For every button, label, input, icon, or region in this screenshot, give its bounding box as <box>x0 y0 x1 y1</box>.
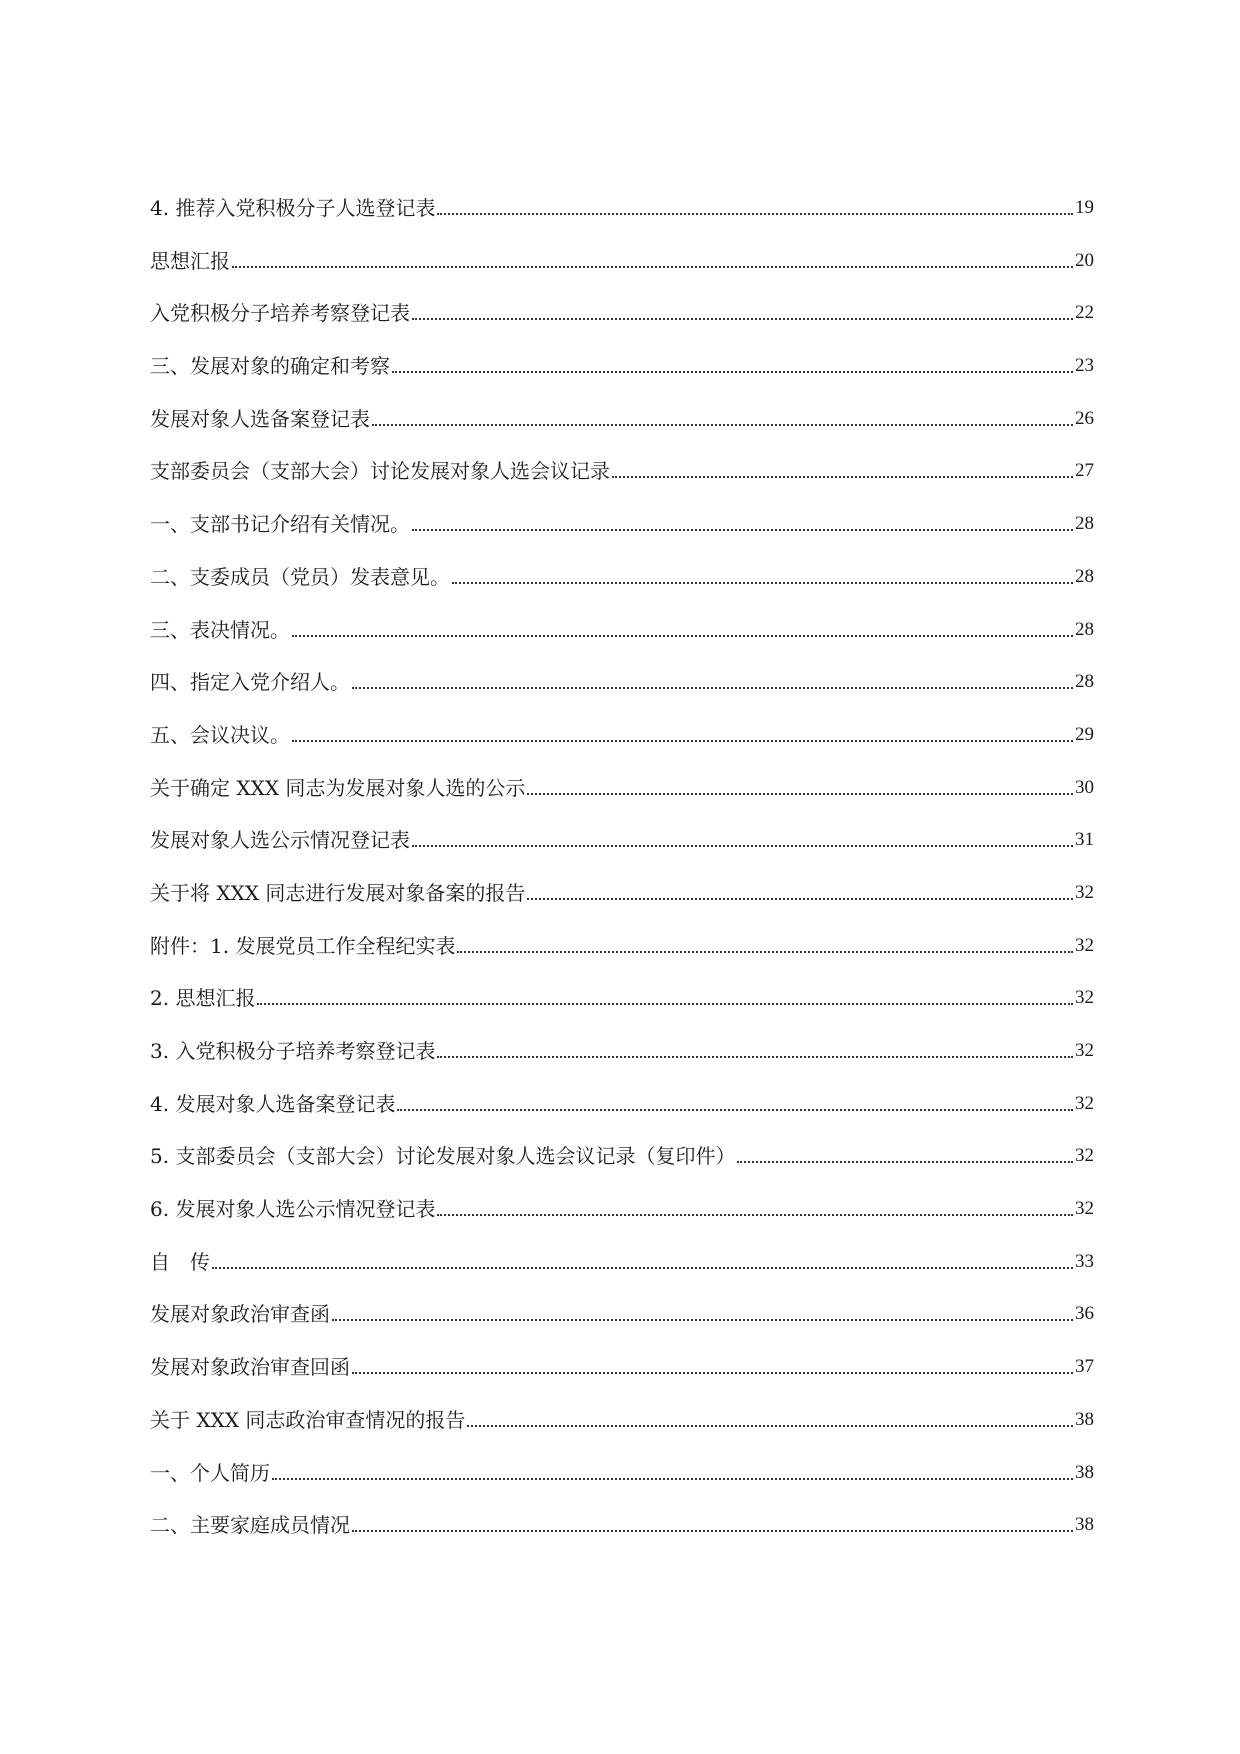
toc-dot-leader <box>437 1214 1073 1216</box>
toc-dot-leader <box>257 1003 1073 1005</box>
toc-entry-page: 19 <box>1075 197 1094 218</box>
toc-entry[interactable] <box>150 536 1094 589</box>
toc-entry-title: 支部委员会（支部大会）讨论发展对象人选会议记录 <box>150 459 610 484</box>
toc-entry[interactable] <box>150 1379 1094 1432</box>
toc-dot-leader <box>412 318 1073 320</box>
toc-entry-page: 26 <box>1075 407 1094 429</box>
toc-entry[interactable] <box>150 220 1094 273</box>
toc-dot-leader <box>412 529 1073 531</box>
toc-entry-title: 4. 推荐入党积极分子人选登记表 <box>150 196 436 220</box>
toc-entry-title: 发展对象政治审查函 <box>150 1302 330 1327</box>
toc-entry-title: 2. 思想汇报 <box>150 986 256 1011</box>
toc-entry-title: 入党积极分子培养考察登记表 <box>150 301 410 326</box>
toc-dot-leader <box>527 898 1073 900</box>
toc-dot-leader <box>412 845 1073 847</box>
toc-entry[interactable] <box>150 852 1094 905</box>
toc-dot-leader <box>437 213 1073 215</box>
toc-entry-title: 五、会议决议。 <box>150 722 290 747</box>
toc-entry-title: 思想汇报 <box>150 248 230 273</box>
toc-entry[interactable] <box>150 905 1094 958</box>
toc-entry[interactable] <box>150 958 1094 1011</box>
toc-entry-title: 二、主要家庭成员情况 <box>150 1513 350 1538</box>
toc-dot-leader <box>452 582 1073 584</box>
toc-entry[interactable] <box>150 1274 1094 1327</box>
toc-entry-page: 38 <box>1075 1408 1094 1430</box>
toc-entry[interactable] <box>150 1485 1094 1538</box>
toc-entry-page: 36 <box>1075 1303 1094 1325</box>
toc-dot-leader <box>372 424 1073 426</box>
toc-entry-page: 38 <box>1075 1514 1094 1536</box>
toc-entry-page: 38 <box>1075 1461 1094 1483</box>
toc-entry[interactable] <box>150 1221 1094 1274</box>
toc-entry-page: 29 <box>1075 723 1094 745</box>
toc-dot-leader <box>392 371 1073 373</box>
toc-entry-title: 二、支委成员（党员）发表意见。 <box>150 564 450 589</box>
toc-entry-page: 28 <box>1075 618 1094 640</box>
toc-entry-page: 27 <box>1075 460 1094 482</box>
toc-entry[interactable] <box>150 431 1094 484</box>
toc-entry-title: 四、指定入党介绍人。 <box>150 670 350 695</box>
toc-dot-leader <box>397 1109 1073 1111</box>
toc-entry[interactable] <box>150 483 1094 536</box>
toc-entry[interactable] <box>150 694 1094 747</box>
toc-entry[interactable] <box>150 1326 1094 1379</box>
toc-entry-title: 发展对象政治审查回函 <box>150 1355 350 1380</box>
toc-entry-title: 关于将 XXX 同志进行发展对象备案的报告 <box>150 880 526 905</box>
toc-entry[interactable] <box>150 747 1094 800</box>
toc-entry[interactable] <box>150 1063 1094 1116</box>
toc-entry[interactable] <box>150 1010 1094 1063</box>
toc-entry-title: 5. 支部委员会（支部大会）讨论发展对象人选会议记录（复印件） <box>150 1144 736 1169</box>
toc-dot-leader <box>437 1056 1073 1058</box>
toc-entry[interactable] <box>150 1116 1094 1169</box>
toc-entry-title: 6. 发展对象人选公示情况登记表 <box>150 1197 436 1222</box>
toc-dot-leader <box>292 740 1073 742</box>
toc-entry-page: 32 <box>1075 1198 1094 1220</box>
toc-entry[interactable] <box>150 325 1094 378</box>
toc-entry[interactable] <box>150 196 1094 220</box>
toc-entry-page: 28 <box>1075 671 1094 693</box>
toc-entry-page: 32 <box>1075 1040 1094 1061</box>
toc-dot-leader <box>612 476 1073 478</box>
toc-entry-page: 30 <box>1075 776 1094 798</box>
toc-entry-page: 28 <box>1075 513 1094 535</box>
toc-entry-title: 发展对象人选备案登记表 <box>150 406 370 431</box>
toc-entry-page: 33 <box>1075 1250 1094 1272</box>
toc-entry-page: 28 <box>1075 565 1094 587</box>
toc-entry[interactable] <box>150 1168 1094 1221</box>
toc-entry[interactable] <box>150 273 1094 326</box>
toc-entry-title: 一、支部书记介绍有关情况。 <box>150 512 410 537</box>
toc-entry-page: 20 <box>1075 249 1094 271</box>
toc-dot-leader <box>212 1267 1073 1269</box>
toc-entry[interactable] <box>150 378 1094 431</box>
toc-entry-title: 附件：1. 发展党员工作全程纪实表 <box>150 933 456 958</box>
toc-dot-leader <box>527 793 1073 795</box>
toc-entry-page: 22 <box>1075 302 1094 324</box>
toc-dot-leader <box>332 1319 1073 1321</box>
toc-entry-title: 一、个人简历 <box>150 1460 270 1485</box>
toc-dot-leader <box>292 635 1073 637</box>
toc-dot-leader <box>737 1161 1073 1163</box>
toc-entry[interactable] <box>150 1432 1094 1485</box>
toc-entry-title: 三、发展对象的确定和考察 <box>150 354 390 379</box>
toc-dot-leader <box>467 1425 1073 1427</box>
toc-entry-title: 3. 入党积极分子培养考察登记表 <box>150 1039 436 1063</box>
toc-dot-leader <box>352 1530 1073 1532</box>
toc-dot-leader <box>272 1478 1073 1480</box>
toc-entry[interactable] <box>150 589 1094 642</box>
toc-entry-title: 4. 发展对象人选备案登记表 <box>150 1091 396 1116</box>
toc-entry-page: 32 <box>1075 881 1094 903</box>
toc-entry-page: 23 <box>1075 355 1094 377</box>
toc-entry-title: 三、表决情况。 <box>150 617 290 642</box>
toc-dot-leader <box>232 266 1073 268</box>
toc-entry-title: 关于确定 XXX 同志为发展对象人选的公示 <box>150 775 526 800</box>
toc-dot-leader <box>352 1372 1073 1374</box>
toc-entry-page: 32 <box>1075 934 1094 956</box>
toc-entry-page: 32 <box>1075 1145 1094 1167</box>
toc-dot-leader <box>457 951 1073 953</box>
toc-entry-page: 31 <box>1075 829 1094 851</box>
toc-entry-title: 发展对象人选公示情况登记表 <box>150 828 410 853</box>
toc-entry-page: 37 <box>1075 1356 1094 1378</box>
toc-entry-page: 32 <box>1075 1092 1094 1114</box>
toc-entry-title: 自 传 <box>150 1249 210 1274</box>
toc-dot-leader <box>352 687 1073 689</box>
toc-entry-page: 32 <box>1075 987 1094 1009</box>
table-of-contents <box>150 196 1094 1537</box>
toc-entry-title: 关于 XXX 同志政治审查情况的报告 <box>150 1407 466 1432</box>
toc-entry[interactable] <box>150 800 1094 853</box>
toc-entry[interactable] <box>150 642 1094 695</box>
